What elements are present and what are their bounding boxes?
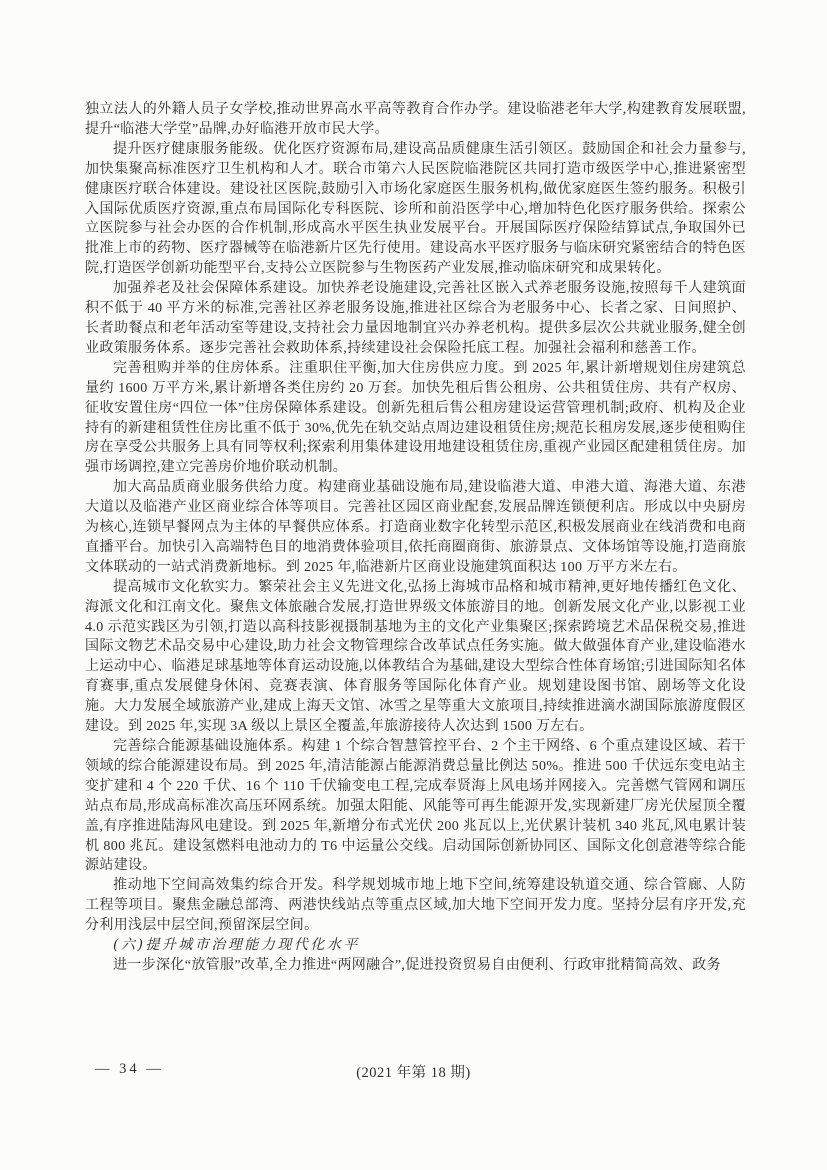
- paragraph-housing: 完善租购并举的住房体系。注重职住平衡,加大住房供应力度。到 2025 年,累计新增规划住房建筑总量约 1600 万平方米,累计新增各类住房约 20 万套。加快先租后售公租房、公共租赁住房、共有产权房、征收安置住房“四位一体”住房保障体系建设。创新先租后售公租房建设运营管理机制;政府、机构及企业持有的新建租赁性住房比重不低于 30%,优先在轨交站点周边建设租赁住房;规范长租房发展,逐步使租购住房在享受公共服务上具有同等权利;探索利用集体建设用地建设租赁住房,重视产业园区配建租赁住房。加强市场调控,建立完善房价地价联动机制。: [85, 360, 746, 476]
- paragraph-energy: 完善综合能源基础设施体系。构建 1 个综合智慧管控平台、2 个主干网络、6 个重点建设区域、若干领域的综合能源建设布局。到 2025 年,清洁能源占能源消费总量比例达 50%。推进 500 千伏远东变电站主变扩建和 4 个 220 千伏、16 个 110 千伏输变电工程,完成奉贤海上风电场并网接入。完善燃气管网和调压站点布局,形成高标准次高压环网系统。加强太阳能、风能等可再生能源开发,实现新建厂房光伏屋顶全覆盖,有序推进陆海风电建设。到 2025 年,新增分布式光伏 200 兆瓦以上,光伏累计装机 340 兆瓦,风电累计装机 800 兆瓦。建设氢燃料电池动力的 T6 中运量公交线。启动国际创新协同区、国际文化创意港等综合能源站建设。: [85, 739, 746, 874]
- section-heading-six: (六)提升城市治理能力现代化水平: [113, 937, 360, 954]
- page-number: — 34 —: [95, 1061, 164, 1077]
- paragraph-reform: 进一步深化“放管服”改革,全力推进“两网融合”,促进投资贸易自由便利、行政审批精简高效、政务: [113, 957, 721, 973]
- body-text: [85, 100, 746, 976]
- paragraph-underground-space: 推动地下空间高效集约综合开发。科学规划城市地上地下空间,统筹建设轨道交通、综合管廊、人防工程等项目。聚焦金融总部湾、两港快线站点等重点区域,加大地下空间开发力度。坚持分层有序开发,充分利用浅层中层空间,预留深层空间。: [85, 878, 746, 934]
- paragraph-commerce: 加大高品质商业服务供给力度。构建商业基础设施布局,建设临港大道、申港大道、海港大道、东港大道以及临港产业区商业综合体等项目。完善社区园区商业配套,发展品牌连锁便利店。形成以中央厨房为核心,连锁早餐网点为主体的早餐供应体系。打造商业数字化转型示范区,积极发展商业在线消费和电商直播平台。加快引入高端特色目的地消费体验项目,依托商圈商街、旅游景点、文体场馆等设施,打造商旅文体联动的一站式消费新地标。到 2025 年,临港新片区商业设施建筑面积达 100 万平方米左右。: [85, 480, 746, 575]
- page-footer: [0, 1061, 827, 1083]
- paragraph-education-continuation: 独立法人的外籍人员子女学校,推动世界高水平高等教育合作办学。建设临港老年大学,构建教育发展联盟,提升“临港大学堂”品牌,办好临港开放市民大学。: [85, 102, 746, 137]
- issue-label: (2021 年第 18 期): [356, 1065, 471, 1081]
- paragraph-culture: 提高城市文化软实力。繁荣社会主义先进文化,弘扬上海城市品格和城市精神,更好地传播红色文化、海派文化和江南文化。聚焦文体旅融合发展,打造世界级文体旅游目的地。创新发展文化产业,以影视工业 4.0 示范实践区为引领,打造以高科技影视摄制基地为主的文化产业集聚区;探索跨境艺术品保税交易,推进国际文物艺术品交易中心建设,助力社会文物管理综合改革试点任务实施。做大做强体育产业,建设临港水上运动中心、临港足球基地等体育运动设施,以体教结合为基础,建设大型综合性体育场馆;引进国际知名体育赛事,重点发展健身休闲、竞赛表演、体育服务等国际化体育产业。规划建设图书馆、剧场等文化设施。大力发展全域旅游产业,建成上海天文馆、冰雪之星等重大文旅项目,持续推进滴水湖国际旅游度假区建设。到 2025 年,实现 3A 级以上景区全覆盖,年旅游接待人次达到 1500 万左右。: [85, 579, 746, 735]
- paragraph-medical-health: 提升医疗健康服务能级。优化医疗资源布局,建设高品质健康生活引领区。鼓励国企和社会力量参与,加快集聚高标准医疗卫生机构和人才。联合市第六人民医院临港院区共同打造市级医学中心,推进紧密型健康医疗联合体建设。建设社区医院,鼓励引入市场化家庭医生服务机构,做优家庭医生签约服务。积极引入国际优质医疗资源,重点布局国际化专科医院、诊所和前沿医学中心,增加特色化医疗服务供给。探索公立医院参与社会办医的合作机制,形成高水平医生执业发展平台。开展国际医疗保险结算试点,争取国外已批准上市的药物、医疗器械等在临港新片区先行使用。建设高水平医疗服务与临床研究紧密结合的特色医院,打造医学创新功能型平台,支持公立医院参与生物医药产业发展,推动临床研究和成果转化。: [85, 141, 746, 277]
- paragraph-elderly-care: 加强养老及社会保障体系建设。加快养老设施建设,完善社区嵌入式养老服务设施,按照每千人建筑面积不低于 40 平方米的标准,完善社区养老服务设施,推进社区综合为老服务中心、长者之家、日间照护、长者助餐点和老年活动室等建设,支持社会力量因地制宜兴办养老机构。提供多层次公共就业服务,健全创业政策服务体系。逐步完善社会救助体系,持续建设社会保险托底工程。加强社会福利和慈善工作。: [85, 281, 746, 356]
